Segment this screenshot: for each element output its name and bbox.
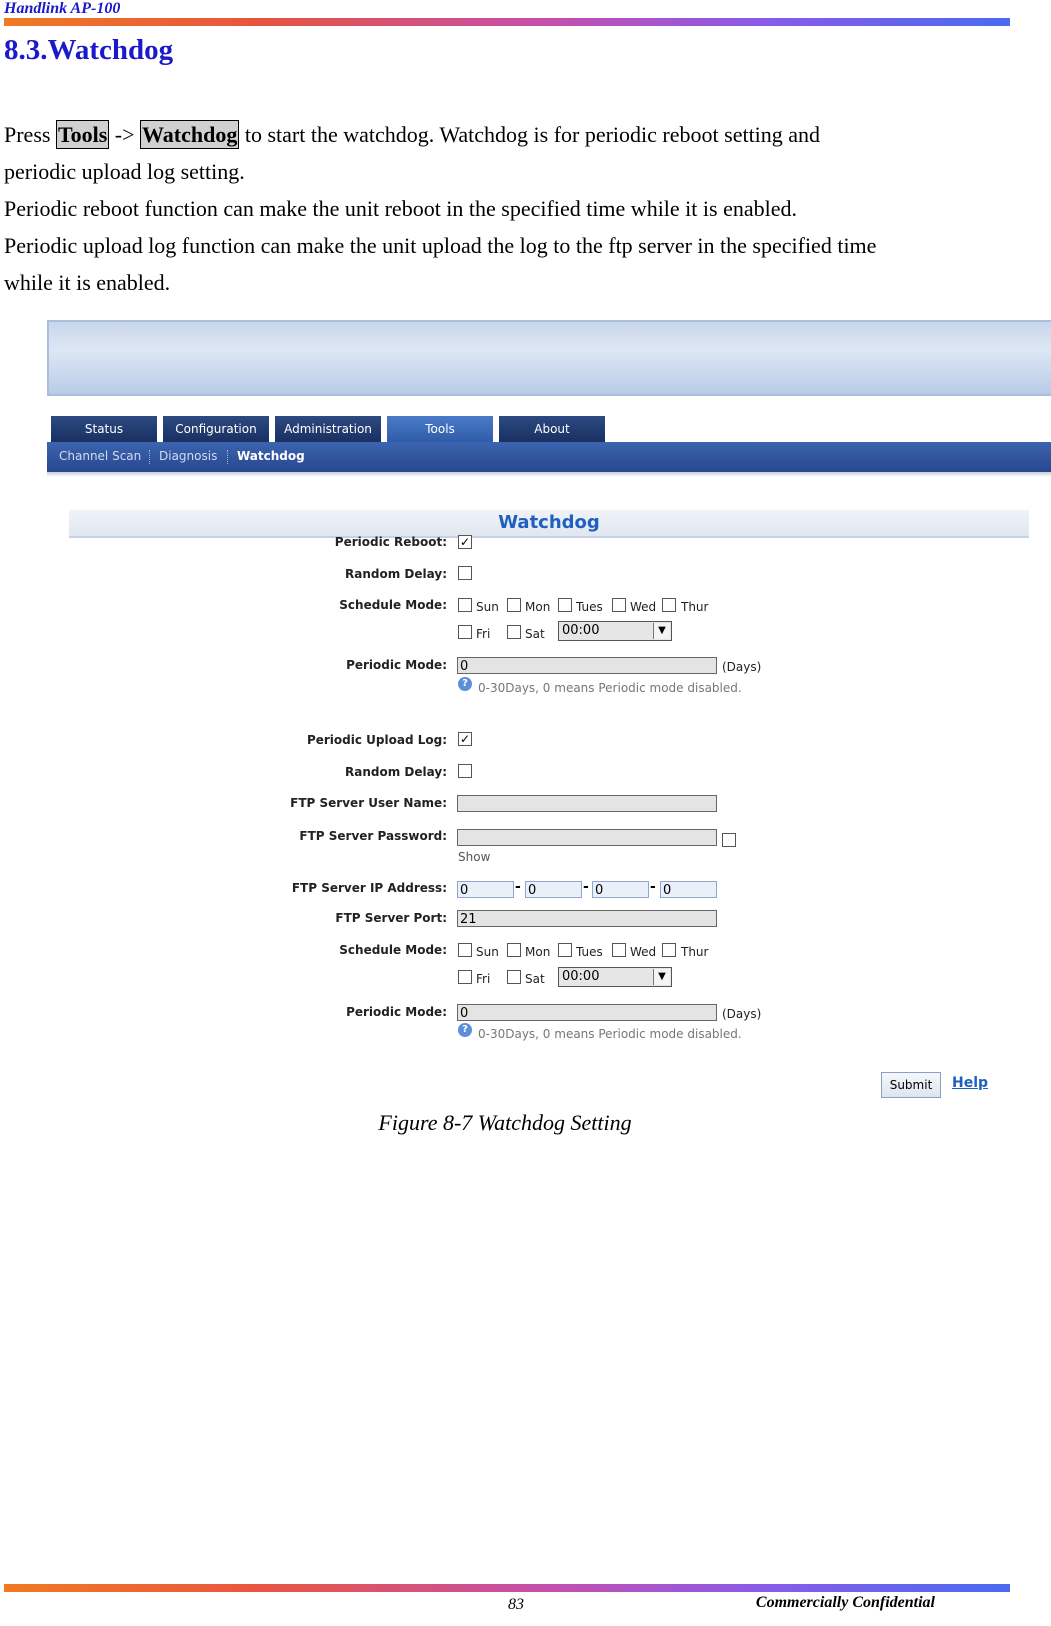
page-number: 83 bbox=[508, 1596, 524, 1613]
day2-label-mon: Mon bbox=[525, 945, 551, 959]
day2-checkbox-wed[interactable] bbox=[612, 943, 626, 957]
watchdog-box: Watchdog bbox=[142, 122, 238, 147]
ftp-password-input[interactable] bbox=[457, 829, 717, 846]
random-delay-label: Random Delay: bbox=[345, 567, 447, 581]
ftp-ip-octet-1[interactable]: 0 bbox=[457, 881, 514, 898]
periodic-reboot-label: Periodic Reboot: bbox=[334, 535, 447, 549]
time-select-value: 00:00 bbox=[562, 623, 600, 638]
day2-checkbox-fri[interactable] bbox=[458, 970, 472, 984]
doc-header: Handlink AP-100 bbox=[4, 0, 121, 17]
subnav-separator bbox=[149, 450, 150, 464]
day-checkbox-sun[interactable] bbox=[458, 598, 472, 612]
day-checkbox-mon[interactable] bbox=[507, 598, 521, 612]
ftp-port-label: FTP Server Port: bbox=[335, 911, 447, 925]
footer-divider bbox=[4, 1584, 1010, 1592]
tab-tools[interactable]: Tools bbox=[387, 416, 493, 442]
section-title: 8.3.Watchdog bbox=[4, 34, 174, 66]
header-divider bbox=[4, 18, 1010, 26]
day-checkbox-fri[interactable] bbox=[458, 625, 472, 639]
day-label-tues: Tues bbox=[576, 600, 603, 614]
day-label-wed: Wed bbox=[630, 600, 657, 614]
show-password-checkbox[interactable] bbox=[722, 833, 736, 847]
day-label-thur: Thur bbox=[681, 600, 709, 614]
ftp-ip-octet-4[interactable]: 0 bbox=[660, 881, 717, 898]
figure-caption: Figure 8-7 Watchdog Setting bbox=[378, 1110, 632, 1135]
ftp-ip-label: FTP Server IP Address: bbox=[291, 881, 447, 895]
day2-checkbox-thur[interactable] bbox=[662, 943, 676, 957]
intro-paragraph bbox=[4, 116, 1004, 190]
ftp-ip-octet-2[interactable]: 0 bbox=[525, 881, 582, 898]
subnav-channel-scan[interactable]: Channel Scan bbox=[59, 449, 142, 463]
intro-rest-text: to start the watchdog. Watchdog is for periodic reboot setting and bbox=[244, 122, 821, 147]
help-link[interactable]: Help bbox=[952, 1075, 989, 1091]
ip-dot: - bbox=[650, 879, 656, 895]
random-delay-checkbox-2[interactable] bbox=[458, 764, 472, 778]
periodic-reboot-checkbox[interactable]: ✓ bbox=[459, 535, 471, 549]
periodic-upload-label: Periodic Upload Log: bbox=[306, 733, 447, 747]
day-label-sat: Sat bbox=[525, 627, 545, 641]
ftp-ip-octet-3[interactable]: 0 bbox=[592, 881, 649, 898]
day2-checkbox-tues[interactable] bbox=[558, 943, 572, 957]
ftp-port-input[interactable]: 21 bbox=[457, 910, 717, 927]
time-select-2[interactable] bbox=[558, 967, 672, 987]
time-select-2-value: 00:00 bbox=[562, 969, 600, 984]
day2-label-tues: Tues bbox=[576, 945, 603, 959]
ip-dot: - bbox=[515, 879, 521, 895]
time-select[interactable] bbox=[558, 621, 672, 641]
tab-configuration[interactable]: Configuration bbox=[163, 416, 269, 442]
nav-shadow bbox=[47, 472, 1051, 477]
day-checkbox-wed[interactable] bbox=[612, 598, 626, 612]
intro-arrow: -> bbox=[114, 122, 135, 147]
chevron-down-icon: ▼ bbox=[653, 969, 670, 985]
intro-line2: periodic upload log setting. bbox=[4, 159, 245, 184]
day-label-mon: Mon bbox=[525, 600, 551, 614]
tab-about[interactable]: About bbox=[499, 416, 605, 442]
random-delay-label-2: Random Delay: bbox=[345, 765, 447, 779]
day2-checkbox-mon[interactable] bbox=[507, 943, 521, 957]
submit-button[interactable]: Submit bbox=[881, 1072, 941, 1098]
ip-dot: - bbox=[583, 879, 589, 895]
day-checkbox-sat[interactable] bbox=[507, 625, 521, 639]
schedule-mode-label: Schedule Mode: bbox=[339, 598, 447, 612]
tab-status[interactable]: Status bbox=[51, 416, 157, 442]
help-icon: ? bbox=[458, 1023, 472, 1037]
day2-checkbox-sun[interactable] bbox=[458, 943, 472, 957]
subnav-diagnosis[interactable]: Diagnosis bbox=[159, 449, 218, 463]
day-label-sun: Sun bbox=[476, 600, 499, 614]
periodic-mode-input-2[interactable]: 0 bbox=[457, 1004, 717, 1021]
paragraph-upload-line1: Periodic upload log function can make the unit upload the log to the ftp server in the specified time bbox=[4, 233, 877, 258]
periodic-mode-hint-2: 0-30Days, 0 means Periodic mode disabled. bbox=[478, 1027, 742, 1041]
tab-administration[interactable]: Administration bbox=[275, 416, 381, 442]
sub-navigation bbox=[47, 442, 1051, 472]
help-icon: ? bbox=[458, 677, 472, 691]
day2-label-sun: Sun bbox=[476, 945, 499, 959]
show-password-label: Show bbox=[458, 850, 491, 864]
subnav-separator bbox=[227, 450, 228, 464]
day2-label-fri: Fri bbox=[476, 972, 491, 986]
periodic-mode-unit: (Days) bbox=[722, 660, 762, 674]
day-checkbox-thur[interactable] bbox=[662, 598, 676, 612]
periodic-mode-input[interactable]: 0 bbox=[457, 657, 717, 674]
random-delay-checkbox[interactable] bbox=[458, 566, 472, 580]
chevron-down-icon: ▼ bbox=[653, 623, 670, 639]
schedule-mode-label-2: Schedule Mode: bbox=[339, 943, 447, 957]
day2-label-wed: Wed bbox=[630, 945, 657, 959]
ftp-user-input[interactable] bbox=[457, 795, 717, 812]
periodic-mode-label: Periodic Mode: bbox=[346, 658, 447, 672]
day2-label-thur: Thur bbox=[681, 945, 709, 959]
periodic-mode-hint: 0-30Days, 0 means Periodic mode disabled. bbox=[478, 681, 742, 695]
ftp-user-label: FTP Server User Name: bbox=[290, 796, 447, 810]
paragraph-upload bbox=[4, 227, 1004, 301]
ftp-password-label: FTP Server Password: bbox=[299, 829, 447, 843]
day2-checkbox-sat[interactable] bbox=[507, 970, 521, 984]
day-checkbox-tues[interactable] bbox=[558, 598, 572, 612]
subnav-watchdog[interactable]: Watchdog bbox=[237, 449, 305, 463]
paragraph-reboot: Periodic reboot function can make the unit reboot in the specified time while it is enabled. bbox=[4, 196, 797, 221]
tools-box: Tools bbox=[57, 122, 108, 147]
periodic-mode-unit-2: (Days) bbox=[722, 1007, 762, 1021]
panel-title: Watchdog bbox=[69, 510, 1029, 538]
periodic-upload-checkbox[interactable]: ✓ bbox=[459, 732, 471, 746]
paragraph-upload-line2: while it is enabled. bbox=[4, 270, 171, 295]
periodic-mode-label-2: Periodic Mode: bbox=[346, 1005, 447, 1019]
intro-press-text: Press bbox=[4, 122, 51, 147]
footer-confidential: Commercially Confidential bbox=[755, 1594, 935, 1611]
watchdog-screenshot bbox=[47, 320, 1051, 1142]
app-banner bbox=[47, 320, 1051, 396]
day2-label-sat: Sat bbox=[525, 972, 545, 986]
day-label-fri: Fri bbox=[476, 627, 491, 641]
